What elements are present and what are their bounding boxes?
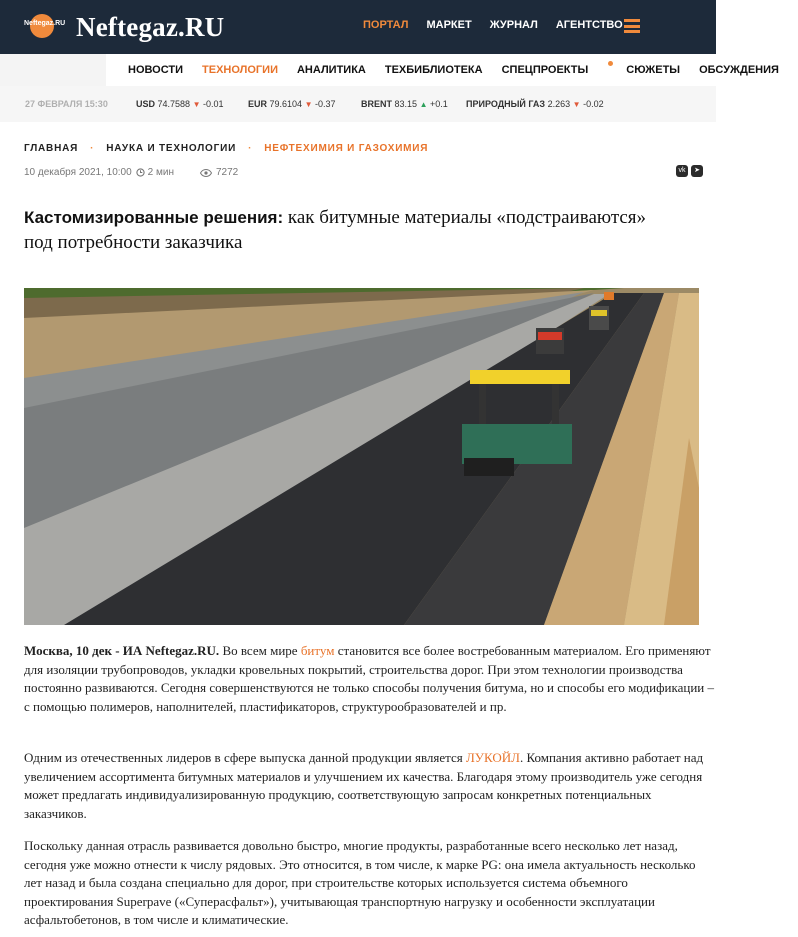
link-lukoil[interactable]: ЛУКОЙЛ <box>465 750 520 765</box>
portal-nav <box>363 19 641 31</box>
eye-icon <box>200 169 212 177</box>
site-logo[interactable] <box>24 8 224 46</box>
crumb-home[interactable]: ГЛАВНАЯ <box>24 143 79 154</box>
article-paragraph-2: Одним из отечественных лидеров в сфере выпуска данной продукции является ЛУКОЙЛ. Компания активно работает над увеличением ассортимента битумных материалов и улучшением их качества. Благодаря этому производитель уже сегодня может предлагать индивидуализированную продукцию, соответствующую запросам конкретных потенциальных заказчиков. <box>24 750 704 821</box>
ticker-usd[interactable]: USD 74.7588 ▼ -0.01 <box>136 99 224 109</box>
menu-discussions[interactable]: ОБСУЖДЕНИЯ <box>699 64 779 76</box>
article-paragraph-3: Поскольку данная отрасль развивается довольно быстро, многие продукты, разработанные всего несколько лет назад, сегодня уже можно отнести к числу рядовых. Это относится, в том числе, к марке PG: она имела актуальность несколько лет назад и была создана специально для дорог, при строительстве которых используется система объемного проектирования Superpave («Суперасфальт»), учитывающая транспортную нагрузку и особенности эксплуатации асфальтобетонов, в том числе и климатические. <box>24 838 696 927</box>
nav-portal[interactable]: ПОРТАЛ <box>363 19 409 31</box>
nav-journal[interactable]: ЖУРНАЛ <box>489 19 538 31</box>
telegram-icon[interactable]: ➤ <box>691 165 703 177</box>
crumb-science[interactable]: НАУКА И ТЕХНОЛОГИИ <box>106 143 237 154</box>
nav-market[interactable]: МАРКЕТ <box>426 19 472 31</box>
article-paragraph-1: Москва, 10 дек - ИА Neftegaz.RU. Во всем мире битум становится все более востребованным материалом. Его применяют для изоляции трубопроводов, укладки кровельных покрытий, строительства дорог. При этом технологии производства постоянно развиваются. Сегодня совершенствуются не только способы получения битума, но и способы его модификации – с помощью полимеров, наполнителей, пластификаторов, структурообразователей и пр. <box>24 643 714 714</box>
top-header <box>0 0 716 54</box>
article-date: 10 декабря 2021, 10:00 <box>24 167 132 178</box>
notification-dot-icon <box>608 61 613 66</box>
nav-agency[interactable]: АГЕНТСТВО <box>555 19 623 31</box>
arrow-down-icon: ▼ <box>192 100 201 109</box>
menu-stories[interactable]: СЮЖЕТЫ <box>626 64 681 76</box>
breadcrumb: ГЛАВНАЯ · НАУКА И ТЕХНОЛОГИИ · НЕФТЕХИМИЯ И ГАЗОХИМИЯ <box>24 143 429 154</box>
crumb-petrochemistry[interactable]: НЕФТЕХИМИЯ И ГАЗОХИМИЯ <box>264 143 429 154</box>
share-buttons <box>676 165 703 177</box>
logo-text: Neftegaz.RU <box>76 11 225 42</box>
read-time: 2 мин <box>147 167 174 178</box>
logo-mark-icon: Neftegaz.RU <box>24 8 62 46</box>
section-menu <box>0 54 779 87</box>
ticker-eur[interactable]: EUR 79.6104 ▼ -0.37 <box>248 99 336 109</box>
link-bitumen[interactable]: битум <box>300 643 335 658</box>
ticker-gas[interactable]: ПРИРОДНЫЙ ГАЗ 2.263 ▼ -0.02 <box>466 99 604 109</box>
arrow-up-icon: ▲ <box>419 100 428 109</box>
arrow-down-icon: ▼ <box>304 100 313 109</box>
article-hero-image <box>24 288 699 625</box>
burger-menu-icon[interactable] <box>624 19 640 33</box>
menu-analytics[interactable]: АНАЛИТИКА <box>296 64 366 76</box>
ticker-brent[interactable]: BRENT 83.15 ▲ +0.1 <box>361 99 448 109</box>
clock-icon <box>136 168 145 177</box>
ticker-date: 27 ФЕВРАЛЯ 15:30 <box>25 99 108 109</box>
menu-technologies[interactable]: ТЕХНОЛОГИИ <box>202 64 278 76</box>
vk-icon[interactable]: vk <box>676 165 688 177</box>
article-title: Кастомизированные решения: как битумные материалы «подстраиваются» под потребности заказчика <box>24 207 647 253</box>
market-ticker <box>0 86 716 122</box>
views-count: 7272 <box>215 167 239 178</box>
menu-techlibrary[interactable]: ТЕХБИБЛИОТЕКА <box>384 64 483 76</box>
menu-special-projects[interactable]: СПЕЦПРОЕКТЫ <box>502 64 608 76</box>
menu-news[interactable]: НОВОСТИ <box>128 64 184 76</box>
arrow-down-icon: ▼ <box>572 100 581 109</box>
article-meta <box>24 167 242 178</box>
